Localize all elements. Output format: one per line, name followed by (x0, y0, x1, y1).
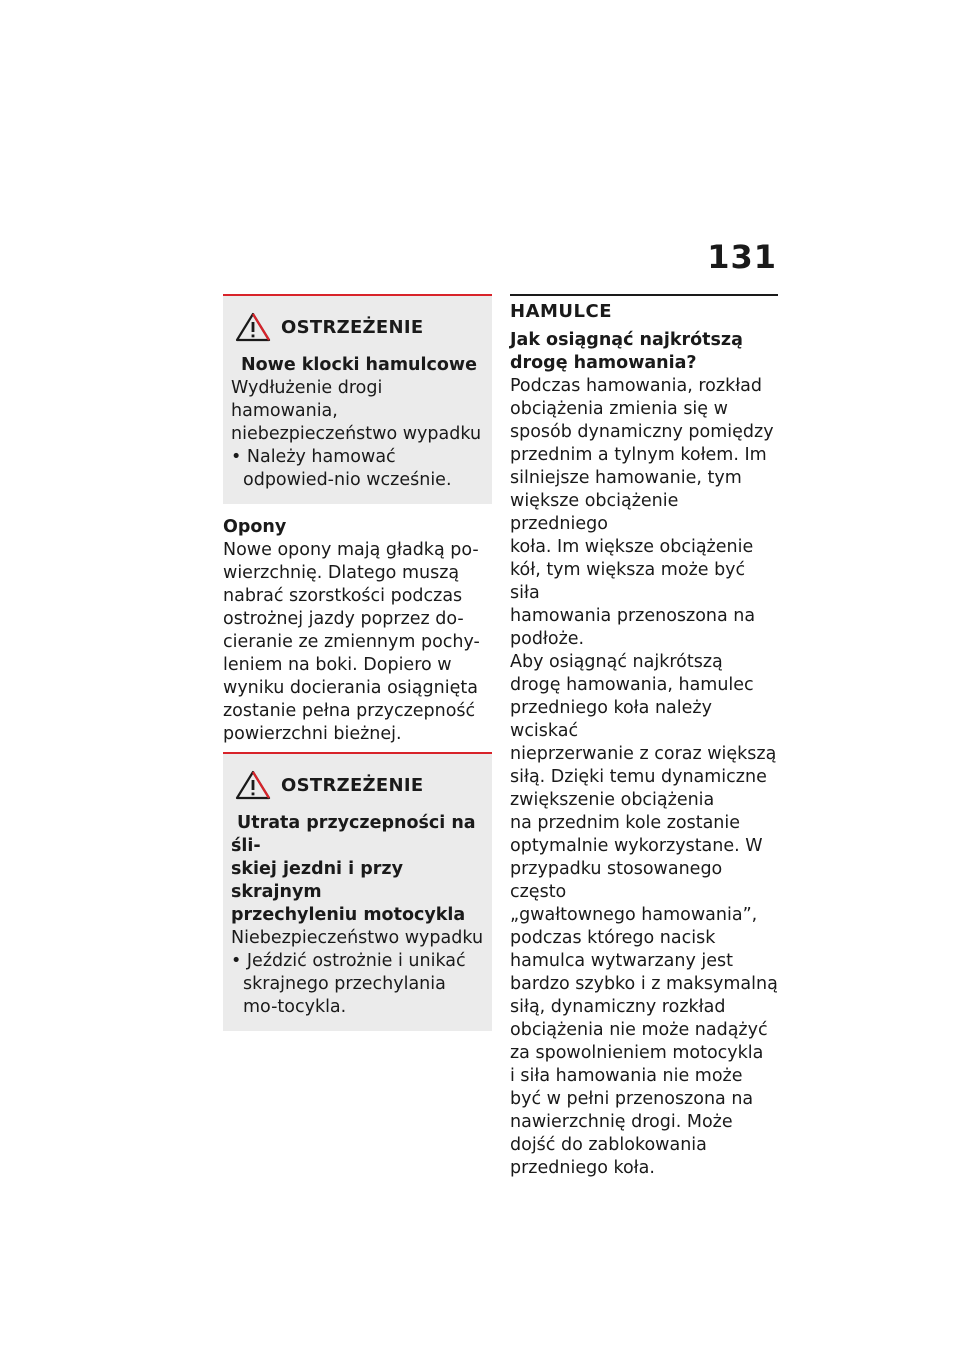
text-line: przednim a tylnym kołem. Im (510, 445, 767, 465)
left-column (223, 294, 492, 1031)
text-line: na przednim kole zostanie (510, 813, 741, 833)
text-line: hamulca wytwarzany jest (510, 951, 734, 971)
text-line: powierzchni bieżnej. (223, 724, 402, 744)
text-line: za spowolnieniem motocykla (510, 1043, 764, 1063)
text-line: siłą, dynamiczny rozkład (510, 997, 726, 1017)
warning-box-traction-loss (223, 752, 492, 1031)
warning-subtitle: przechyleniu motocykla (231, 905, 466, 925)
text-line: Nowe opony mają gładką po- (223, 540, 479, 560)
text-line: silniejsze hamowanie, tym (510, 468, 742, 488)
warning-subtitle: Nowe klocki hamulcowe (241, 355, 477, 375)
text-line: optymalnie wykorzystane. W (510, 836, 763, 856)
right-column (510, 294, 778, 1180)
text-line: przedniego koła. (510, 1158, 655, 1178)
warning-title: OSTRZEŻENIE (281, 774, 424, 796)
warning-line: Wydłużenie drogi hamowania, (231, 378, 383, 421)
warning-triangle-icon (235, 770, 271, 800)
page-number: 131 (707, 238, 777, 276)
text-line: dojść do zablokowania (510, 1135, 707, 1155)
warning-bullet: • Należy hamować odpowied-nio wcześnie. (231, 447, 452, 490)
text-line: podłoże. (510, 629, 585, 649)
text-line: Aby osiągnąć najkrótszą (510, 652, 723, 672)
section-rule (510, 294, 778, 296)
tyres-paragraph (223, 539, 492, 746)
text-line: drogę hamowania, hamulec (510, 675, 754, 695)
text-line: koła. Im większe obciążenie (510, 537, 754, 557)
text-line: sposób dynamiczny pomiędzy (510, 422, 774, 442)
text-line: wyniku docierania osiągnięta (223, 678, 478, 698)
text-line: wierzchnię. Dlatego muszą (223, 563, 460, 583)
text-line: Podczas hamowania, rozkład (510, 376, 763, 396)
warning-subtitle: skiej jezdni i przy skrajnym (231, 859, 403, 902)
text-line: przedniego koła należy wciskać (510, 698, 712, 741)
text-line: leniem na boki. Dopiero w (223, 655, 452, 675)
text-line: nieprzerwanie z coraz większą (510, 744, 777, 764)
warning-line: Niebezpieczeństwo wypadku (231, 928, 484, 948)
text-line: zostanie pełna przyczepność (223, 701, 476, 721)
brakes-paragraph (510, 375, 778, 1180)
text-line: cieranie ze zmiennym pochy- (223, 632, 480, 652)
warning-box-new-brake-pads (223, 294, 492, 504)
warning-header (235, 768, 484, 802)
warning-header (235, 310, 484, 344)
text-line: „gwałtownego hamowania”, (510, 905, 758, 925)
text-line: podczas którego nacisk (510, 928, 716, 948)
warning-line: niebezpieczeństwo wypadku (231, 424, 482, 444)
warning-triangle-icon (235, 312, 271, 342)
text-line: większe obciążenie przedniego (510, 491, 679, 534)
text-line: nabrać szorstkości podczas (223, 586, 463, 606)
text-line: siłą. Dzięki temu dynamiczne (510, 767, 767, 787)
section-heading-brakes: HAMULCE (510, 301, 612, 322)
text-line: zwiększenie obciążenia (510, 790, 715, 810)
text-line: być w pełni przenoszona na (510, 1089, 754, 1109)
text-line: nawierzchnię drogi. Może (510, 1112, 733, 1132)
text-line: kół, tym większa może być siła (510, 560, 746, 603)
warning-bullet: • Jeździć ostrożnie i unikać skrajnego przechylania mo-tocykla. (231, 951, 466, 1017)
text-line: przypadku stosowanego często (510, 859, 723, 902)
text-line: obciążenia nie może nadążyć (510, 1020, 768, 1040)
text-line: ostrożnej jazdy poprzez do- (223, 609, 464, 629)
text-line: obciążenia zmienia się w (510, 399, 728, 419)
text-line: hamowania przenoszona na (510, 606, 756, 626)
warning-subtitle: Utrata przyczepności na śli- (231, 813, 476, 856)
text-line: bardzo szybko i z maksymalną (510, 974, 778, 994)
text-line: i siła hamowania nie może (510, 1066, 743, 1086)
warning-title: OSTRZEŻENIE (281, 316, 424, 338)
subheading-question: Jak osiągnąć najkrótszą drogę hamowania? (510, 330, 743, 373)
section-title-tyres: Opony (223, 517, 287, 537)
